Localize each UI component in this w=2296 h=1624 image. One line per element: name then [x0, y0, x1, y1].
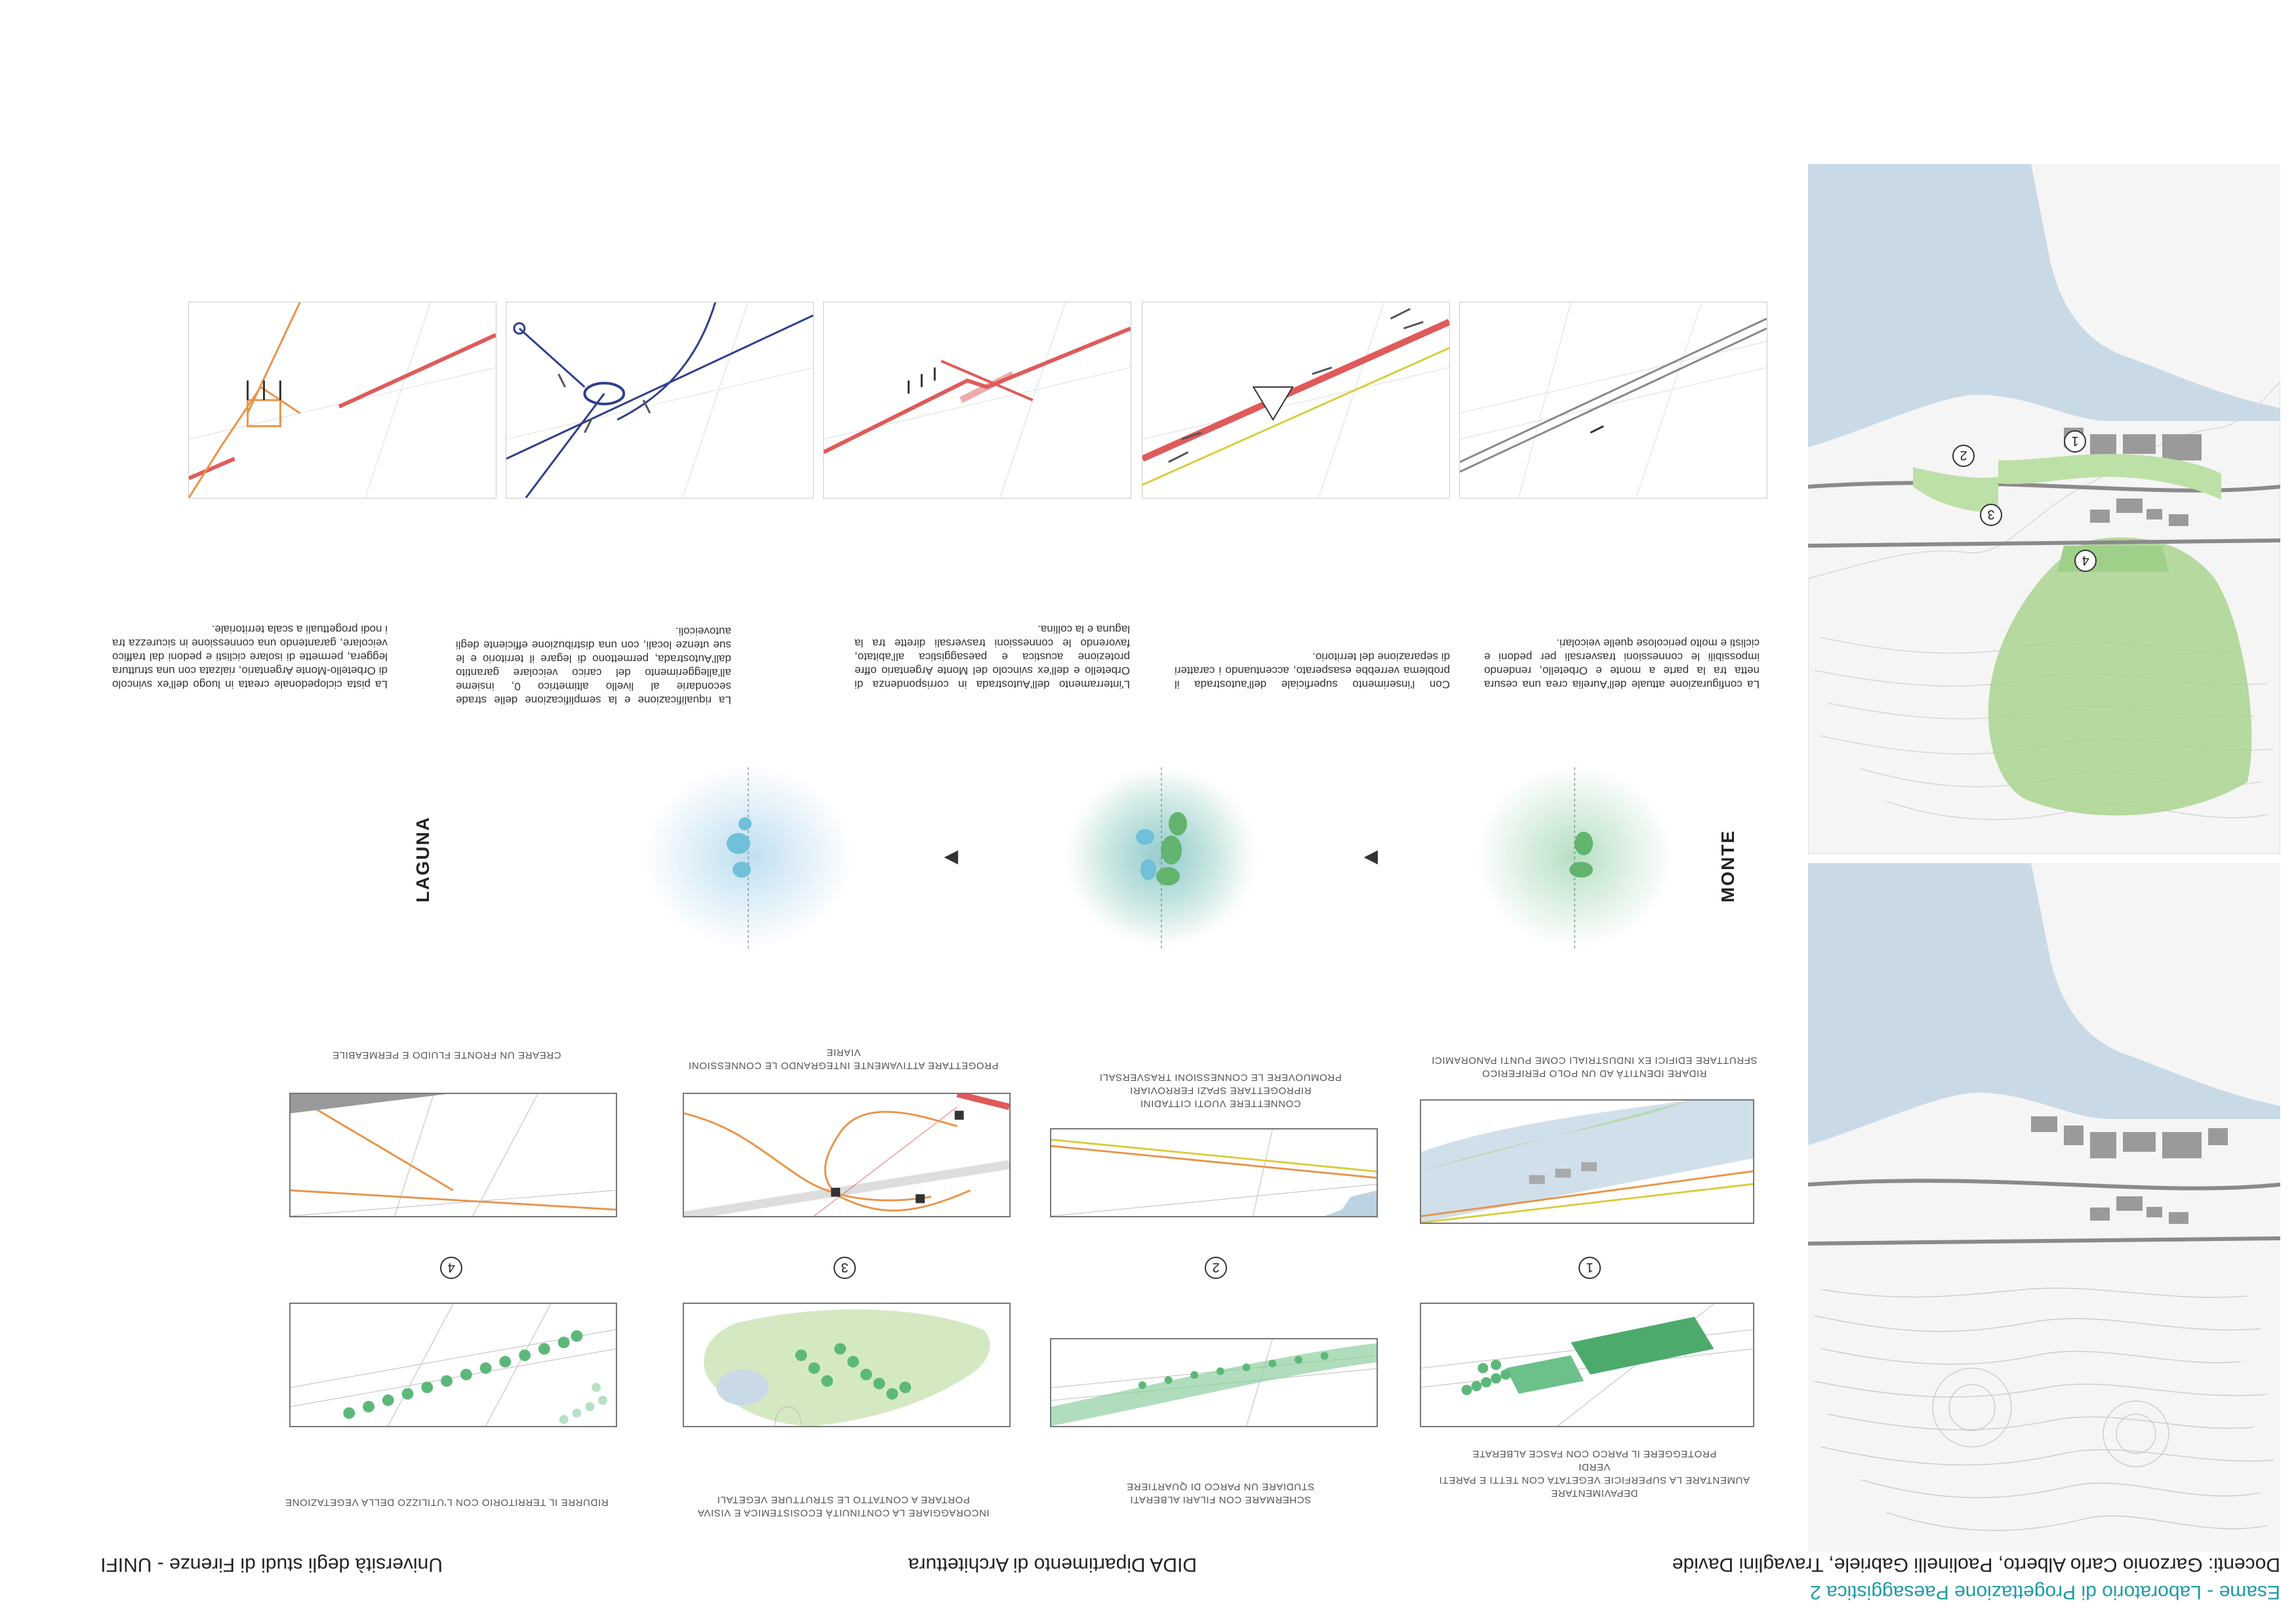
- department-label: DIDA Dipartimento di Architettura: [908, 1554, 1197, 1575]
- analysis-diagram-2: [1142, 302, 1450, 498]
- strategy-4-vegetation-panel: [289, 1303, 617, 1427]
- strategy-4-top-caption: CREARE UN FRONTE FLUIDO E PERMEABILE: [332, 1049, 561, 1061]
- strategy-1-connection-panel: [1420, 1099, 1754, 1224]
- analysis-text-5: La pista ciclopedonale creata in luogo dell'ex svincolo di Orbetello-Monte Argentario, rialzata con una struttura leggera, permette di isolare ciclisti e pedoni dal traffico veicolare, garantendo una connessione in sicurezza tra i nodi progettuali a scala territoriale.: [112, 623, 388, 691]
- strategy-2-connection-panel: [1050, 1128, 1378, 1217]
- university-label: Università degli studi di Firenze - UNIFI: [100, 1554, 443, 1575]
- strategy-3-vegetation-panel: [683, 1303, 1011, 1427]
- monte-laguna-gradient: [237, 758, 1771, 955]
- analysis-diagram-4: [506, 302, 814, 498]
- analysis-text-2: Con l'inserimento superficiale dell'autostrada il problema verrebbe esasperato, accentuando i caratteri di separazione del territorio.: [1175, 651, 1450, 691]
- analysis-diagram-5: [188, 302, 496, 498]
- strategy-1-top-caption: RIDARE IDENTITÀ AD UN POLO PERIFERICO SFRUTTARE EDIFICI EX INDUSTRIALI COME PUNTI PANORAMICI: [1431, 1055, 1758, 1079]
- strategy-4-bottom-caption: RIDURRE IL TERRITORIO CON L'UTILIZZO DELLA VEGETAZIONE: [285, 1497, 609, 1508]
- arrow-monte-to-center: ▶: [1363, 849, 1378, 869]
- strategy-3-number: 3: [834, 1257, 856, 1279]
- laguna-label: LAGUNA: [413, 816, 433, 903]
- analysis-diagram-1: [1459, 302, 1767, 498]
- analysis-text-3: L'interramento dell'Autostrada in corrispondenza di Orbetello e dell'ex svincolo del Monte Argentario offre protezione acustica e paesaggistica all'abitato, favorendo le connessioni trasversali dirette tra la laguna e la collina.: [855, 623, 1130, 691]
- analysis-text-1: La configurazione attuale dell'Aurelia crea una cesura netta tra la parte a monte e Orbetello, rendendo impossibili le connessioni trasversali per pedoni e ciclisti e molto pericolose quelle veicolari.: [1484, 637, 1760, 691]
- analysis-diagram-3: [823, 302, 1131, 498]
- existing-map-graphic: [1808, 863, 2280, 1552]
- strategy-4-connection-panel: [289, 1093, 617, 1217]
- strategy-4-number: 4: [440, 1257, 462, 1279]
- strategy-1-bottom-caption: DEPAVIMENTARE AUMENTARE LA SUPERFICIE VEGETATA CON TETTI E PARETI VERDI PROTEGGERE IL PARCO CON FASCE ALBERATE: [1439, 1448, 1750, 1499]
- map-marker-1: 1: [2064, 430, 2086, 453]
- strategy-2-number: 2: [1205, 1257, 1227, 1279]
- strategy-2-top-caption: CONNETTERE VUOTI CITTADINI RIPROGETTARE SPAZI FERROVIARI PROMUOVERE LE CONNESSIONI TRASVERSALI: [1099, 1072, 1342, 1109]
- course-title: Esame - Laboratorio di Progettazione Paesaggistica 2: [1809, 1581, 2280, 1603]
- map-marker-3: 3: [1980, 504, 2002, 526]
- project-map: [1808, 164, 2280, 854]
- strategy-1-vegetation-panel: [1420, 1303, 1754, 1427]
- existing-map: [1808, 863, 2280, 1552]
- teachers-line: Docenti: Garzonio Carlo Alberto, Paolinelli Gabriele, Travaglini Davide: [1672, 1554, 2280, 1575]
- strategy-3-top-caption: PROGETTARE ATTIVAMENTE INTEGRANDO LE CONNESSIONI VIARIE: [688, 1047, 999, 1071]
- analysis-text-4: La riqualificazione e la semplificazione delle strade secondarie al livello altimetrico 0, insieme all'alleggerimento del carico veicolare garantito dall'Autostrada, permettono di legare il territorio e le sue utenze locali, con una distribuzione efficiente degli autoveicoli.: [456, 625, 731, 706]
- project-map-graphic: [1808, 164, 2280, 854]
- strategy-2-vegetation-panel: [1050, 1338, 1378, 1427]
- strategy-3-connection-panel: [683, 1093, 1011, 1217]
- strategy-3-bottom-caption: INCORAGGIARE LA CONTINUITÀ ECOSISTEMICA E VISIVA PORTARE A CONTATTO LE STRUTTURE VEGETALI: [697, 1494, 990, 1518]
- monte-label: MONTE: [1718, 829, 1738, 903]
- map-marker-2: 2: [1952, 445, 1975, 467]
- strategy-1-number: 1: [1579, 1257, 1601, 1279]
- map-marker-4: 4: [2074, 550, 2097, 572]
- strategy-2-bottom-caption: SCHERMARE CON FILARI ALBERATI STUDIARE UN PARCO DI QUARTIERE: [1126, 1481, 1315, 1505]
- arrow-center-to-laguna: ▶: [944, 849, 958, 869]
